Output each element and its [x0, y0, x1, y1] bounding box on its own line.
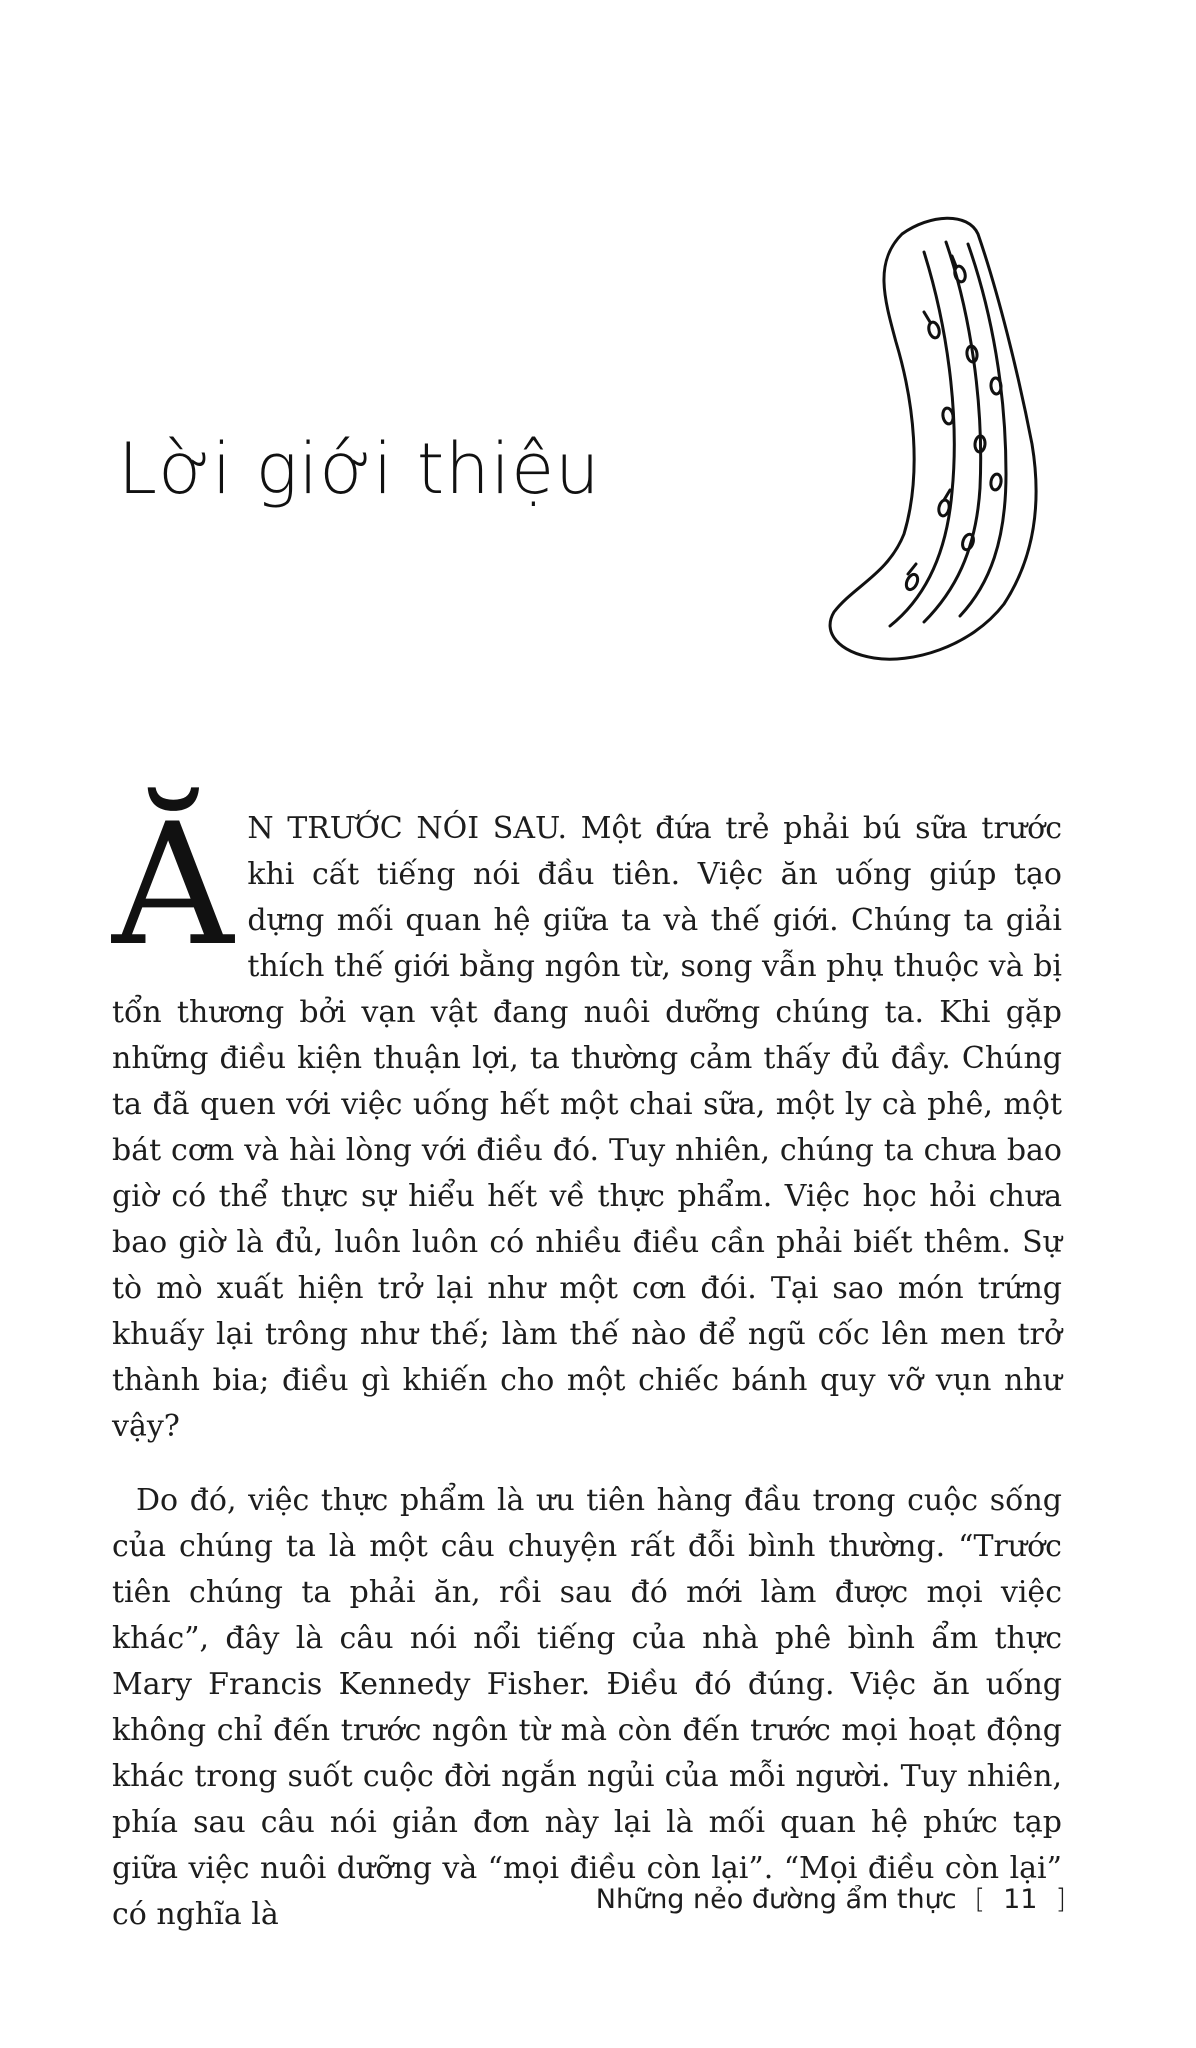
page-number: 11	[1003, 1884, 1038, 1915]
drop-cap: Ă	[112, 787, 234, 983]
bracket-open: [	[974, 1884, 986, 1915]
pickle-illustration	[820, 212, 1050, 674]
paragraph-2: Do đó, việc thực phẩm là ưu tiên hàng đầu trong cuộc sống của chúng ta là một câu chuyện rất đỗi bình thường. “Trước tiên chúng ta phải ăn, rồi sau đó mới làm được mọi việc khác”, đây là câu nói nổi tiếng của nhà phê bình ẩm thực Mary Francis Kennedy Fisher. Điều đó đúng. Việc ăn uống không chỉ đến trước ngôn từ mà còn đến trước mọi hoạt động khác trong suốt cuộc đời ngắn ngủi của mỗi người. Tuy nhiên, phía sau câu nói giản đơn này lại là mối quan hệ phức tạp giữa việc nuôi dưỡng và “mọi điều còn lại”. “Mọi điều còn lại” có nghĩa là	[112, 1483, 1062, 1932]
running-footer	[596, 1880, 1066, 1920]
paragraph-1	[112, 787, 1062, 1450]
body-text	[112, 787, 1062, 1938]
book-title: Những nẻo đường ẩm thực	[595, 1884, 957, 1915]
paragraph-1-text: Một đứa trẻ phải bú sữa trước khi cất tiếng nói đầu tiên. Việc ăn uống giúp tạo dựng mối quan hệ giữa ta và thế giới. Chúng ta giải thích thế giới bằng ngôn từ, song vẫn phụ thuộc và bị tổn thương bởi vạn vật đang nuôi dưỡng chúng ta. Khi gặp những điều kiện thuận lợi, ta thường cảm thấy đủ đầy. Chúng ta đã quen với việc uống hết một chai sữa, một ly cà phê, một bát cơm và hài lòng với điều đó. Tuy nhiên, chúng ta chưa bao giờ có thể thực sự hiểu hết về thực phẩm. Việc học hỏi chưa bao giờ là đủ, luôn luôn có nhiều điều cần phải biết thêm. Sự tò mò xuất hiện trở lại như một cơn đói. Tại sao món trứng khuấy lại trông như thế; làm thế nào để ngũ cốc lên men trở thành bia; điều gì khiến cho một chiếc bánh quy vỡ vụn như vậy?	[112, 811, 1062, 1444]
bracket-close: ]	[1055, 1884, 1066, 1915]
chapter-title: Lời giới thiệu	[118, 428, 601, 510]
lead-in: N TRƯỚC NÓI SAU.	[247, 811, 568, 846]
